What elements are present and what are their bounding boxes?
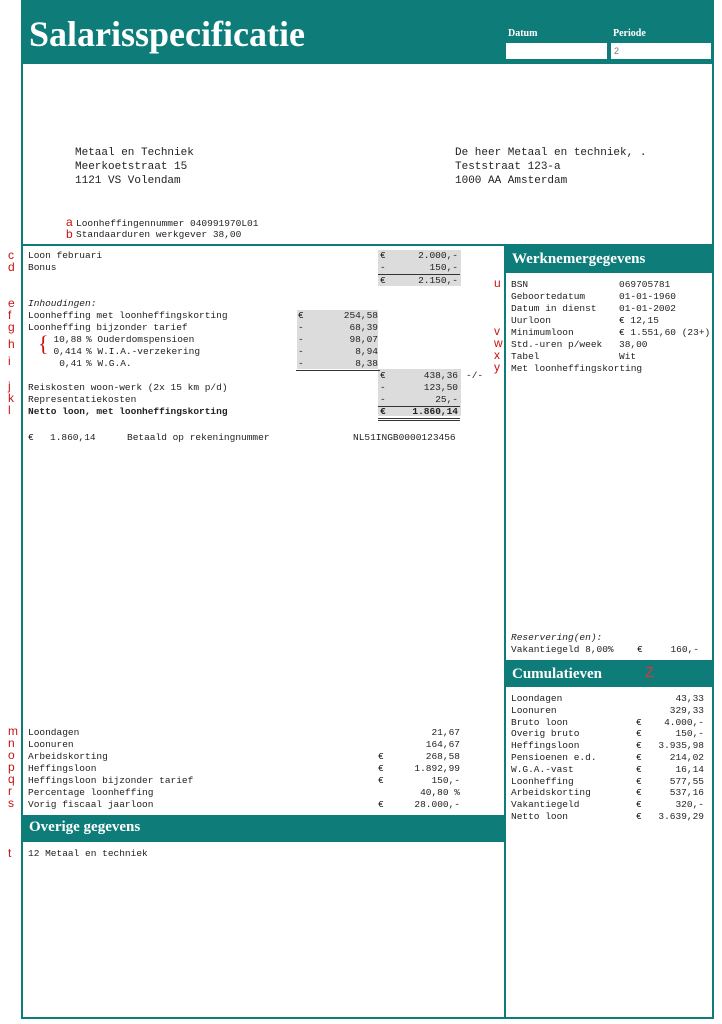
repr-value: 25,- bbox=[435, 394, 458, 405]
cumulatieven-title: Cumulatieven bbox=[512, 666, 602, 682]
marker-o: o bbox=[8, 748, 15, 762]
cum-row bbox=[511, 811, 706, 823]
document-frame bbox=[21, 62, 714, 1019]
employee-city: 1000 AA Amsterdam bbox=[455, 175, 568, 187]
werknemer-title: Werknemergegevens bbox=[512, 251, 646, 267]
marker-a: a bbox=[66, 215, 73, 229]
marker-b: b bbox=[66, 227, 73, 241]
marker-f: f bbox=[8, 308, 12, 322]
cum-row bbox=[511, 752, 706, 764]
marker-x: x bbox=[494, 348, 500, 362]
lh-bijz-sign: - bbox=[298, 322, 304, 333]
cum-label: Loondagen bbox=[511, 693, 563, 704]
cumulatieven-list bbox=[511, 693, 706, 823]
cum-currency: € bbox=[636, 787, 642, 799]
netto-label: Netto loon, met loonheffingskorting bbox=[28, 406, 228, 417]
wga-sign: - bbox=[298, 358, 304, 369]
cum-currency: € bbox=[636, 799, 642, 811]
inh-total-currency: € bbox=[380, 370, 386, 381]
column-divider bbox=[504, 244, 506, 1019]
stat-value: 164,67 bbox=[425, 739, 460, 750]
werknemer-label: Geboortedatum bbox=[511, 291, 586, 302]
cum-value: 537,16 bbox=[669, 787, 704, 799]
cum-value: 4.000,- bbox=[664, 716, 704, 728]
cum-value: 43,33 bbox=[675, 693, 704, 704]
loon-currency: € bbox=[380, 250, 386, 261]
werknemer-value: € 1.551,60 (23+) bbox=[619, 327, 711, 338]
cum-currency: € bbox=[636, 775, 642, 787]
cum-row bbox=[511, 728, 706, 740]
bonus-label: Bonus bbox=[28, 262, 57, 273]
datum-field bbox=[506, 43, 607, 59]
lh-met-label: Loonheffing met loonheffingskorting bbox=[28, 310, 228, 321]
werknemer-korting bbox=[511, 363, 711, 375]
cum-label: Netto loon bbox=[511, 810, 569, 822]
cum-value: 16,14 bbox=[675, 763, 704, 775]
cum-row bbox=[511, 693, 706, 705]
marker-l: l bbox=[8, 403, 11, 417]
cum-value: 150,- bbox=[675, 728, 704, 740]
stat-row bbox=[28, 763, 498, 775]
wia-label: % W.I.A.-verzekering bbox=[86, 346, 201, 357]
marker-c: c bbox=[8, 248, 14, 262]
stat-row bbox=[28, 739, 498, 751]
stat-currency: € bbox=[378, 775, 384, 786]
reis-value: 123,50 bbox=[423, 382, 458, 393]
betaald-amount: 1.860,14 bbox=[50, 432, 96, 443]
periode-field: 2 bbox=[611, 43, 711, 59]
standaarduren-werkgever: Standaarduren werkgever 38,00 bbox=[76, 229, 242, 240]
werknemer-row bbox=[511, 291, 711, 303]
cum-currency: € bbox=[636, 751, 642, 763]
stat-value: 21,67 bbox=[431, 727, 460, 738]
employee-address bbox=[455, 146, 646, 188]
stat-label: Loonuren bbox=[28, 739, 74, 750]
cum-label: Loonuren bbox=[511, 704, 557, 716]
marker-v: v bbox=[494, 324, 500, 338]
marker-u: u bbox=[494, 276, 501, 290]
betaald-label: Betaald op rekeningnummer bbox=[127, 432, 270, 443]
wga-value: 8,38 bbox=[355, 358, 378, 369]
stat-row bbox=[28, 727, 498, 739]
employee-street: Teststraat 123-a bbox=[455, 161, 561, 173]
marker-z: Z bbox=[645, 664, 655, 681]
werknemer-value: 01-01-2002 bbox=[619, 303, 677, 314]
marker-d: d bbox=[8, 260, 15, 274]
werknemer-label: Minimumloon bbox=[511, 327, 574, 338]
korting-line: Met loonheffingskorting bbox=[511, 363, 643, 374]
stat-row bbox=[28, 787, 498, 799]
werknemer-list bbox=[511, 279, 711, 375]
overige-title: Overige gegevens bbox=[29, 819, 141, 835]
inhoudingen-rule bbox=[296, 370, 380, 371]
cum-row bbox=[511, 717, 706, 729]
cum-value: 320,- bbox=[675, 799, 704, 811]
werknemer-label: Tabel bbox=[511, 351, 540, 362]
loonheffingennummer: Loonheffingennummer 040991970L01 bbox=[76, 218, 259, 229]
marker-t: t bbox=[8, 846, 12, 860]
stat-label: Heffingsloon bijzonder tarief bbox=[28, 775, 194, 786]
stat-value: 1.892,99 bbox=[414, 763, 460, 774]
betaald-currency: € bbox=[28, 432, 34, 443]
marker-g: g bbox=[8, 320, 15, 334]
cum-value: 329,33 bbox=[669, 704, 704, 716]
lh-bijz-label: Loonheffing bijzonder tarief bbox=[28, 322, 188, 333]
cum-value: 3.935,98 bbox=[658, 740, 704, 752]
bruto-value: 2.150,- bbox=[418, 275, 458, 286]
cum-row bbox=[511, 776, 706, 788]
wia-sign: - bbox=[298, 346, 304, 357]
wia-value: 8,94 bbox=[355, 346, 378, 357]
ouderdom-sign: - bbox=[298, 334, 304, 345]
inhoudingen-label: Inhoudingen: bbox=[28, 298, 97, 309]
werknemer-row bbox=[511, 327, 711, 339]
stat-label: Percentage loonheffing bbox=[28, 787, 154, 798]
ouderdom-label: % Ouderdomspensioen bbox=[86, 334, 195, 345]
werknemer-row bbox=[511, 303, 711, 315]
cum-label: W.G.A.-vast bbox=[511, 763, 574, 775]
cum-label: Loonheffing bbox=[511, 775, 574, 787]
cum-row bbox=[511, 787, 706, 799]
werknemer-value: 069705781 bbox=[619, 279, 671, 290]
cum-currency: € bbox=[636, 716, 642, 728]
cum-row bbox=[511, 740, 706, 752]
vakantiegeld-label: Vakantiegeld 8,00% bbox=[511, 644, 614, 655]
stat-row bbox=[28, 775, 498, 787]
stat-label: Arbeidskorting bbox=[28, 751, 108, 762]
marker-n: n bbox=[8, 736, 15, 750]
ouderdom-value: 98,07 bbox=[349, 334, 378, 345]
cum-label: Arbeidskorting bbox=[511, 787, 591, 799]
cum-currency: € bbox=[636, 740, 642, 752]
cum-label: Vakantiegeld bbox=[511, 799, 580, 811]
repr-label: Representatiekosten bbox=[28, 394, 137, 405]
werknemer-row bbox=[511, 315, 711, 327]
lh-bijz-value: 68,39 bbox=[349, 322, 378, 333]
stat-label: Vorig fiscaal jaarloon bbox=[28, 799, 154, 810]
werknemer-value: 01-01-1960 bbox=[619, 291, 677, 302]
cum-currency: € bbox=[636, 810, 642, 822]
reis-sign: - bbox=[380, 382, 386, 393]
stat-value: 150,- bbox=[431, 775, 460, 786]
werknemer-value: 38,00 bbox=[619, 339, 648, 350]
stat-value: 40,80 % bbox=[420, 787, 460, 798]
inh-total-suffix: -/- bbox=[466, 370, 484, 381]
datum-label: Datum bbox=[508, 28, 538, 39]
stat-value: 268,58 bbox=[425, 751, 460, 762]
cum-currency: € bbox=[636, 728, 642, 740]
netto-double-rule-1 bbox=[378, 418, 460, 419]
repr-sign: - bbox=[380, 394, 386, 405]
periode-label: Periode bbox=[613, 28, 646, 39]
cum-currency: € bbox=[636, 763, 642, 775]
werknemer-label: Uurloon bbox=[511, 315, 551, 326]
stat-row bbox=[28, 799, 498, 811]
lh-met-value: 254,58 bbox=[343, 310, 378, 321]
employer-address bbox=[75, 146, 194, 188]
cum-label: Heffingsloon bbox=[511, 740, 580, 752]
vakantiegeld-currency: € bbox=[637, 644, 643, 655]
bonus-value: 150,- bbox=[429, 262, 458, 273]
loon-value: 2.000,- bbox=[418, 250, 458, 261]
employer-street: Meerkoetstraat 15 bbox=[75, 161, 188, 173]
marker-j: j bbox=[8, 379, 11, 393]
stat-currency: € bbox=[378, 799, 384, 810]
werknemer-row bbox=[511, 339, 711, 351]
cum-row bbox=[511, 705, 706, 717]
ouderdom-pct: 10,88 bbox=[53, 334, 82, 345]
stat-label: Loondagen bbox=[28, 727, 80, 738]
netto-double-rule-2 bbox=[378, 420, 460, 421]
stat-row bbox=[28, 751, 498, 763]
cum-label: Pensioenen e.d. bbox=[511, 751, 597, 763]
bonus-sign: - bbox=[380, 262, 386, 273]
marker-k: k bbox=[8, 391, 14, 405]
reis-label: Reiskosten woon-werk (2x 15 km p/d) bbox=[28, 382, 228, 393]
employer-city: 1121 VS Volendam bbox=[75, 175, 181, 187]
vakantiegeld-value: 160,- bbox=[670, 644, 699, 655]
stat-currency: € bbox=[378, 751, 384, 762]
marker-s: s bbox=[8, 796, 14, 810]
employer-name: Metaal en Techniek bbox=[75, 147, 194, 159]
lh-met-currency: € bbox=[298, 310, 304, 321]
cum-label: Overig bruto bbox=[511, 728, 580, 740]
cum-row bbox=[511, 764, 706, 776]
netto-currency: € bbox=[380, 406, 386, 417]
marker-e: e bbox=[8, 296, 15, 310]
stat-value: 28.000,- bbox=[414, 799, 460, 810]
cum-value: 577,55 bbox=[669, 775, 704, 787]
iban: NL51INGB0000123456 bbox=[353, 432, 456, 443]
marker-q: q bbox=[8, 772, 15, 786]
bruto-currency: € bbox=[380, 275, 386, 286]
werknemer-row bbox=[511, 279, 711, 291]
werknemer-label: Datum in dienst bbox=[511, 303, 597, 314]
marker-p: p bbox=[8, 760, 15, 774]
werknemer-label: BSN bbox=[511, 279, 529, 290]
marker-r: r bbox=[8, 784, 12, 798]
pension-brace: { bbox=[38, 331, 49, 356]
wga-label: % W.G.A. bbox=[86, 358, 132, 369]
reservering-label: Reservering(en): bbox=[511, 632, 603, 643]
stats-list bbox=[28, 727, 498, 811]
cum-label: Bruto loon bbox=[511, 716, 569, 728]
marker-m: m bbox=[8, 724, 18, 738]
werknemer-label: Std.-uren p/week bbox=[511, 339, 603, 350]
werknemer-row bbox=[511, 351, 711, 363]
salary-lines bbox=[28, 250, 498, 450]
wia-pct: 0,414 bbox=[53, 346, 82, 357]
werknemer-value: Wit bbox=[619, 351, 637, 362]
stat-label: Heffingsloon bbox=[28, 763, 97, 774]
inh-total-value: 438,36 bbox=[423, 370, 458, 381]
cum-value: 214,02 bbox=[669, 751, 704, 763]
marker-i: i bbox=[8, 354, 11, 368]
cum-row bbox=[511, 799, 706, 811]
werknemer-value: € 12,15 bbox=[619, 315, 659, 326]
netto-value: 1.860,14 bbox=[412, 406, 458, 417]
page-title: Salarisspecificatie bbox=[29, 14, 305, 54]
wga-pct: 0,41 bbox=[59, 358, 82, 369]
loon-label: Loon februari bbox=[28, 250, 103, 261]
stat-currency: € bbox=[378, 763, 384, 774]
marker-y: y bbox=[494, 360, 500, 374]
overige-line: 12 Metaal en techniek bbox=[28, 848, 148, 859]
marker-w: w bbox=[494, 336, 503, 350]
marker-h: h bbox=[8, 337, 15, 351]
employee-name: De heer Metaal en techniek, . bbox=[455, 147, 647, 159]
cum-value: 3.639,29 bbox=[658, 810, 704, 822]
